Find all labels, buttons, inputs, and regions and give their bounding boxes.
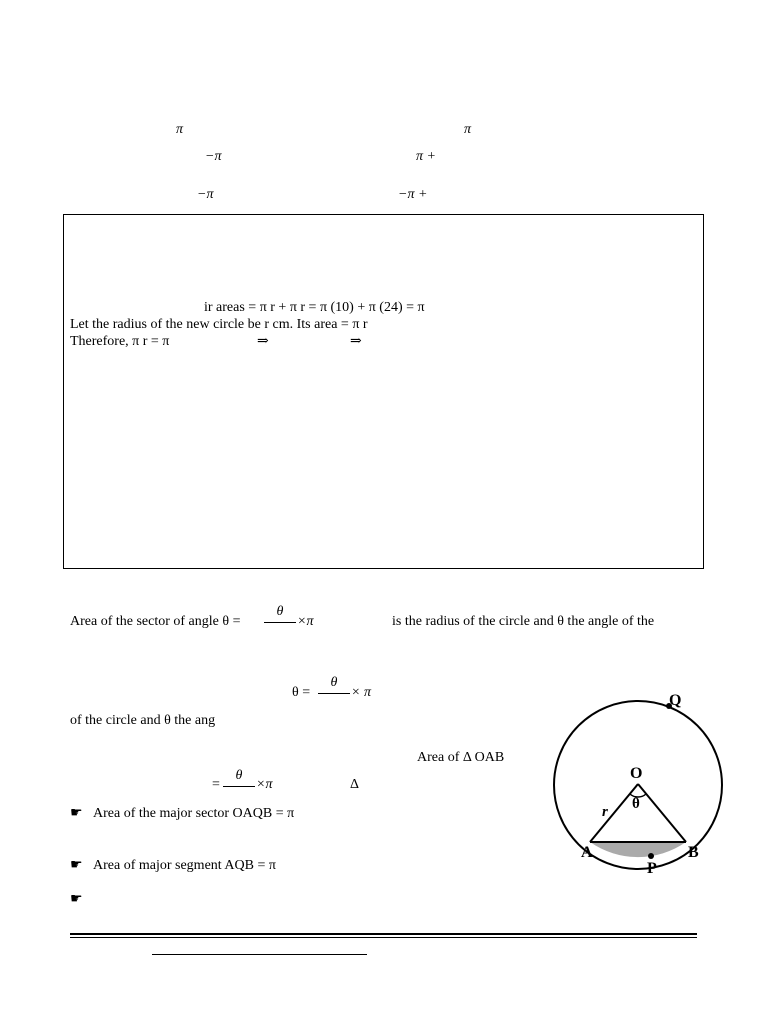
times-pi: ×π [256,777,273,792]
fraction-numerator: θ [276,604,284,619]
box-line-therefore: Therefore, π r = π [70,334,170,349]
times-pi: × π [351,685,371,700]
footer-double-rule-top [70,933,697,935]
theta-equals: θ = [292,685,311,700]
box-line-areas: ir areas = π r + π r = π (10) + π (24) = π [204,300,425,315]
pi-symbol: π [464,122,472,137]
label-q: Q [669,692,682,709]
minus-pi-plus: −π + [398,187,428,202]
footer-double-rule-bottom [70,937,697,938]
minor-segment-shading [590,842,686,857]
label-a: A [581,844,593,861]
bullet-major-sector: Area of the major sector OAQB = π [93,806,295,821]
fraction-numerator: θ [235,768,243,783]
fraction-bar [223,786,255,787]
label-theta: θ [632,796,640,812]
box-line-new-circle: Let the radius of the new circle be r cm. Its area = π r [70,317,368,332]
area-triangle-oab: Area of Δ OAB [417,750,505,765]
implies-arrow: ⇒ [350,334,362,349]
minus-pi: −π [205,149,222,164]
fraction-bar [264,622,296,623]
radius-ob [638,784,686,842]
fraction-bar [318,693,350,694]
formula2-fraction [318,675,350,694]
solution-box [63,214,704,569]
equals-sign: = [212,777,220,792]
formula3-fraction [223,768,255,787]
footer-short-rule [152,954,367,955]
delta-symbol: Δ [350,777,360,792]
pointing-hand-icon: ☛ [70,891,83,907]
label-o: O [630,765,643,782]
fraction-numerator: θ [330,675,338,690]
bullet-major-segment: Area of major segment AQB = π [93,858,276,873]
pi-symbol: π [176,122,184,137]
sector-area-label: Area of the sector of angle θ = [70,614,241,629]
implies-arrow: ⇒ [257,334,269,349]
circle-angle-text: of the circle and θ the ang [70,713,216,728]
circle-sector-figure [540,680,750,880]
label-r: r [602,804,608,820]
label-p: P [647,860,657,877]
pi-plus: π + [416,149,436,164]
pointing-hand-icon: ☛ [70,857,83,873]
point-p-dot [648,853,654,859]
sector-fraction [264,604,296,623]
radius-oa [590,784,638,842]
pointing-hand-icon: ☛ [70,805,83,821]
sector-description: is the radius of the circle and θ the angle of the [392,614,655,629]
times-pi: ×π [297,614,314,629]
label-b: B [688,844,699,861]
minus-pi: −π [197,187,214,202]
